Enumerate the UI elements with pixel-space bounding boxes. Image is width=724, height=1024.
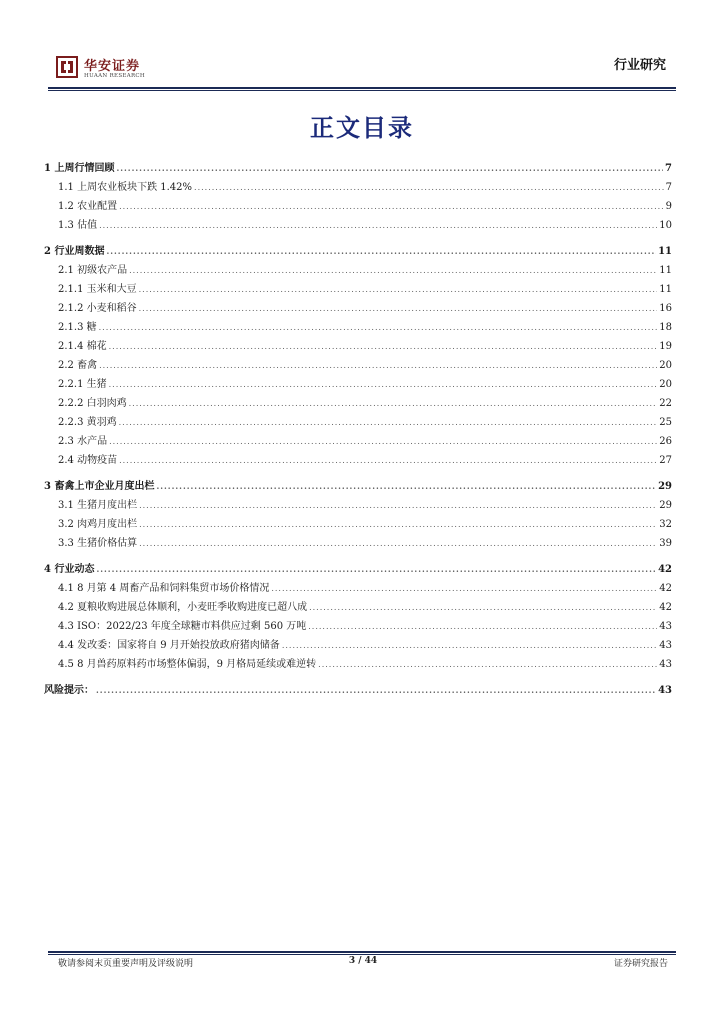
toc-subsection-entry[interactable] bbox=[44, 280, 672, 299]
page-header bbox=[48, 52, 676, 86]
toc-subsection-entry[interactable] bbox=[44, 216, 672, 235]
toc-entry-label: 2.3 水产品 bbox=[58, 436, 108, 447]
footer-report-label: 证券研究报告 bbox=[613, 959, 668, 969]
toc-entry-label: 4.4 发改委：国家将自 9 月开始投放政府猪肉储备 bbox=[58, 640, 280, 651]
toc-leader-dots bbox=[119, 451, 657, 470]
toc-leader-dots bbox=[96, 560, 656, 579]
toc-subsection-entry[interactable] bbox=[44, 534, 672, 553]
toc-entry-label: 2.1.4 棉花 bbox=[58, 341, 107, 352]
toc-entry-page: 7 bbox=[665, 163, 672, 174]
toc-entry-page: 42 bbox=[658, 564, 672, 575]
toc-entry-page: 43 bbox=[659, 621, 672, 632]
footer-divider bbox=[48, 951, 676, 953]
header-divider bbox=[48, 87, 676, 89]
toc-entry-page: 26 bbox=[659, 436, 672, 447]
toc-entry-label: 3.2 肉鸡月度出栏 bbox=[58, 519, 138, 530]
toc-entry-label: 2.2 畜禽 bbox=[58, 360, 98, 371]
toc-entry-label: 4.3 ISO：2022/23 年度全球糖市料供应过剩 560 万吨 bbox=[58, 621, 307, 632]
toc-subsection-entry[interactable] bbox=[44, 261, 672, 280]
toc-leader-dots bbox=[109, 432, 657, 451]
toc-entry-page: 19 bbox=[659, 341, 672, 352]
toc-entry-label: 风险提示： bbox=[44, 685, 94, 696]
toc-leader-dots bbox=[308, 617, 657, 636]
toc-subsection-entry[interactable] bbox=[44, 617, 672, 636]
toc-entry-page: 9 bbox=[665, 201, 672, 212]
toc-entry-page: 25 bbox=[659, 417, 672, 428]
toc-entry-label: 4.2 夏粮收购进展总体顺利，小麦旺季收购进度已超八成 bbox=[58, 602, 308, 613]
toc-entry-label: 2.2.2 白羽肉鸡 bbox=[58, 398, 127, 409]
toc-leader-dots bbox=[139, 299, 658, 318]
page-number: 3 / 44 bbox=[348, 956, 378, 966]
toc-leader-dots bbox=[139, 534, 657, 553]
toc-leader-dots bbox=[194, 178, 664, 197]
toc-leader-dots bbox=[99, 216, 657, 235]
toc-entry-label: 4 行业动态 bbox=[44, 564, 95, 575]
toc-entry-label: 3 畜禽上市企业月度出栏 bbox=[44, 481, 155, 492]
toc-subsection-entry[interactable] bbox=[44, 496, 672, 515]
toc-subsection-entry[interactable] bbox=[44, 432, 672, 451]
toc-entry-page: 32 bbox=[659, 519, 672, 530]
toc-leader-dots bbox=[116, 159, 663, 178]
toc-leader-dots bbox=[156, 477, 656, 496]
toc-entry-label: 4.1 8 月第 4 周畜产品和饲料集贸市场价格情况 bbox=[58, 583, 270, 594]
toc-leader-dots bbox=[271, 579, 657, 598]
toc-leader-dots bbox=[119, 413, 658, 432]
toc-subsection-entry[interactable] bbox=[44, 413, 672, 432]
toc-section-entry[interactable] bbox=[44, 477, 672, 496]
toc-entry-page: 43 bbox=[659, 659, 672, 670]
toc-entry-page: 22 bbox=[659, 398, 672, 409]
toc-entry-label: 3.1 生猪月度出栏 bbox=[58, 500, 138, 511]
toc-entry-page: 11 bbox=[658, 246, 672, 257]
toc-leader-dots bbox=[119, 197, 664, 216]
toc-leader-dots bbox=[99, 356, 657, 375]
toc-section-entry[interactable] bbox=[44, 242, 672, 261]
toc-leader-dots bbox=[139, 496, 657, 515]
toc-leader-dots bbox=[309, 598, 657, 617]
toc-entry-page: 42 bbox=[659, 583, 672, 594]
company-logo bbox=[56, 52, 196, 86]
toc-entry-page: 11 bbox=[659, 265, 672, 276]
toc-entry-page: 29 bbox=[659, 500, 672, 511]
toc-entry-page: 42 bbox=[659, 602, 672, 613]
toc-subsection-entry[interactable] bbox=[44, 197, 672, 216]
toc-entry-label: 2.1.1 玉米和大豆 bbox=[58, 284, 137, 295]
toc-leader-dots bbox=[282, 636, 657, 655]
toc-section-entry[interactable] bbox=[44, 681, 672, 700]
toc-entry-page: 20 bbox=[659, 379, 672, 390]
seal-icon bbox=[56, 56, 78, 78]
toc-entry-page: 18 bbox=[659, 322, 672, 333]
toc-entry-label: 1.2 农业配置 bbox=[58, 201, 118, 212]
toc-leader-dots bbox=[129, 394, 658, 413]
header-divider-thin bbox=[48, 90, 676, 91]
footer-disclaimer: 敬请参阅末页重要声明及评级说明 bbox=[58, 959, 194, 969]
toc-subsection-entry[interactable] bbox=[44, 515, 672, 534]
toc-subsection-entry[interactable] bbox=[44, 318, 672, 337]
table-of-contents bbox=[44, 152, 672, 700]
toc-subsection-entry[interactable] bbox=[44, 636, 672, 655]
toc-subsection-entry[interactable] bbox=[44, 579, 672, 598]
toc-subsection-entry[interactable] bbox=[44, 178, 672, 197]
toc-leader-dots bbox=[109, 337, 658, 356]
toc-leader-dots bbox=[139, 280, 658, 299]
toc-entry-page: 27 bbox=[659, 455, 672, 466]
toc-entry-label: 1.1 上周农业板块下跌 1.42% bbox=[58, 182, 193, 193]
toc-subsection-entry[interactable] bbox=[44, 337, 672, 356]
toc-section-entry[interactable] bbox=[44, 560, 672, 579]
toc-entry-label: 2.1.3 糖 bbox=[58, 322, 97, 333]
toc-entry-page: 43 bbox=[658, 685, 672, 696]
toc-subsection-entry[interactable] bbox=[44, 451, 672, 470]
toc-section-entry[interactable] bbox=[44, 159, 672, 178]
page-footer bbox=[58, 956, 668, 972]
logo-english-name: HUAAN RESEARCH bbox=[84, 73, 146, 79]
toc-subsection-entry[interactable] bbox=[44, 655, 672, 674]
toc-entry-page: 39 bbox=[659, 538, 672, 549]
toc-entry-label: 2.1.2 小麦和稻谷 bbox=[58, 303, 137, 314]
toc-entry-label: 2.2.3 黄羽鸡 bbox=[58, 417, 117, 428]
toc-leader-dots bbox=[318, 655, 657, 674]
toc-entry-page: 16 bbox=[659, 303, 672, 314]
toc-entry-label: 1 上周行情回顾 bbox=[44, 163, 115, 174]
toc-title: 正文目录 bbox=[310, 113, 414, 142]
toc-subsection-entry[interactable] bbox=[44, 598, 672, 617]
toc-entry-label: 2.4 动物疫苗 bbox=[58, 455, 118, 466]
toc-entry-page: 11 bbox=[659, 284, 672, 295]
footer-divider-thin bbox=[48, 954, 676, 955]
toc-subsection-entry[interactable] bbox=[44, 375, 672, 394]
toc-leader-dots bbox=[139, 515, 657, 534]
toc-entry-page: 43 bbox=[659, 640, 672, 651]
toc-subsection-entry[interactable] bbox=[44, 394, 672, 413]
toc-entry-label: 2.2.1 生猪 bbox=[58, 379, 107, 390]
toc-entry-page: 29 bbox=[658, 481, 672, 492]
toc-leader-dots bbox=[99, 318, 658, 337]
toc-entry-page: 7 bbox=[665, 182, 672, 193]
toc-entry-label: 1.3 估值 bbox=[58, 220, 98, 231]
toc-leader-dots bbox=[106, 242, 656, 261]
toc-subsection-entry[interactable] bbox=[44, 356, 672, 375]
toc-leader-dots bbox=[109, 375, 658, 394]
toc-entry-label: 4.5 8 月兽药原料药市场整体偏弱，9 月格局延续或难逆转 bbox=[58, 659, 317, 670]
toc-entry-label: 3.3 生猪价格估算 bbox=[58, 538, 138, 549]
toc-entry-label: 2 行业周数据 bbox=[44, 246, 105, 257]
toc-leader-dots bbox=[96, 681, 656, 700]
report-type-label: 行业研究 bbox=[613, 58, 666, 73]
toc-leader-dots bbox=[129, 261, 657, 280]
toc-entry-label: 2.1 初级农产品 bbox=[58, 265, 128, 276]
toc-entry-page: 10 bbox=[659, 220, 672, 231]
toc-entry-page: 20 bbox=[659, 360, 672, 371]
logo-chinese-name: 华安证券 bbox=[84, 59, 141, 74]
toc-subsection-entry[interactable] bbox=[44, 299, 672, 318]
